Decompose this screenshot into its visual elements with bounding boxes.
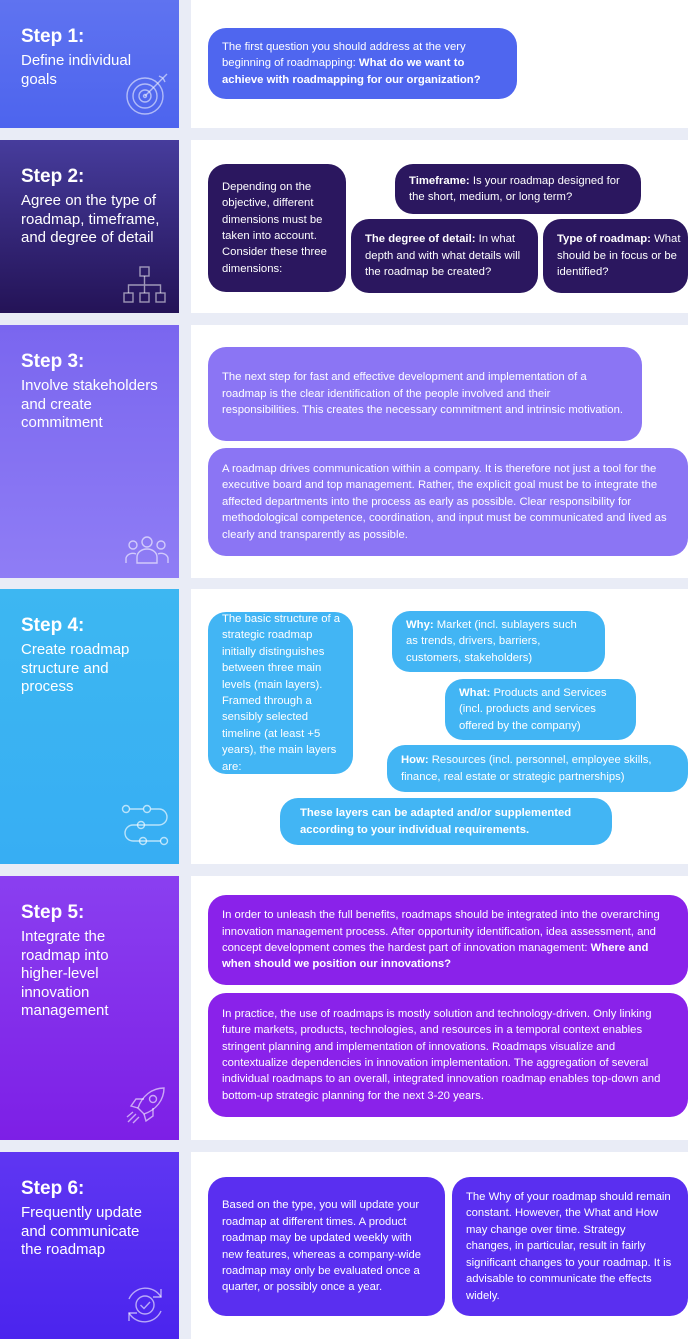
step-4-panel bbox=[0, 589, 179, 864]
refresh-check-icon bbox=[123, 1283, 167, 1327]
step-5-number: Step 5: bbox=[21, 902, 85, 923]
hierarchy-icon bbox=[122, 265, 168, 305]
step-6-row bbox=[0, 1152, 688, 1339]
process-flow-icon bbox=[121, 804, 169, 850]
people-group-icon bbox=[124, 533, 170, 565]
step-6-content bbox=[191, 1152, 688, 1339]
step-2-bubble-intro: Depending on the objective, different dimensions must be taken into account. Consider these three dimensions: bbox=[208, 164, 346, 292]
step-6-title: Frequently update and communicate the roadmap bbox=[21, 1204, 142, 1258]
step-5-bubble-1: In order to unleash the full benefits, roadmaps should be integrated into the overarching innovation management process. After opportunity identification, idea assessment, and concept development comes the hardest part of innovation management: Where and when should we position our innovations? bbox=[208, 895, 688, 985]
step-2-number: Step 2: bbox=[21, 166, 85, 187]
step-4-content bbox=[191, 589, 688, 864]
step-5-content bbox=[191, 876, 688, 1140]
step-3-row bbox=[0, 325, 688, 578]
step-6-bubble-2: The Why of your roadmap should remain constant. However, the What and How may change over time. Strategy changes, in particular, result in fairly significant changes to your roadmap. It is advisable to communicate the effects widely. bbox=[452, 1177, 688, 1316]
step-4-row bbox=[0, 589, 688, 864]
step-2-bubble-type: Type of roadmap: What should be in focus or be identified? bbox=[543, 219, 688, 293]
step-6-panel bbox=[0, 1152, 179, 1339]
step-3-title: Involve stakeholders and create commitment bbox=[21, 377, 158, 431]
step-1-content bbox=[191, 0, 688, 128]
step-4-bubble-how: How: Resources (incl. personnel, employee skills, finance, real estate or strategic partnerships) bbox=[387, 745, 688, 792]
step-2-bubble-timeframe: Timeframe: Is your roadmap designed for the short, medium, or long term? bbox=[395, 164, 641, 214]
step-5-row bbox=[0, 876, 688, 1140]
step-2-panel bbox=[0, 140, 179, 313]
step-1-panel bbox=[0, 0, 179, 128]
step-6-bubble-1: Based on the type, you will update your roadmap at different times. A product roadmap may be updated weekly with new features, whereas a company-wide roadmap may only be evaluated once a quarter, or possibly once a year. bbox=[208, 1177, 445, 1316]
step-4-bubble-note: These layers can be adapted and/or supplemented according to your individual requirements. bbox=[280, 798, 612, 845]
step-4-number: Step 4: bbox=[21, 615, 85, 636]
target-icon bbox=[123, 70, 171, 118]
step-3-bubble-2: A roadmap drives communication within a company. It is therefore not just a tool for the executive board and top management. Rather, the explicit goal must be to integrate the affected departments into the process as early as possible. Clear responsibility for methodological competence, coordination, and input must be communicated and lived as clearly and transparently as possible. bbox=[208, 448, 688, 556]
step-5-bubble-2: In practice, the use of roadmaps is mostly solution and technology-driven. Only linking future markets, products, technologies, and resources in a temporal context enables stringent planning and implementation of innovations. Roadmaps visualize and contextualize dependencies in innovation implementation. The aggregation of several individual roadmaps to an overall, integrated innovation roadmap enables top-down and bottom-up strategic planning for the next 3-20 years. bbox=[208, 993, 688, 1117]
step-5-title: Integrate the roadmap into higher-level innovation management bbox=[21, 928, 109, 1019]
step-3-number: Step 3: bbox=[21, 351, 85, 372]
step-2-bubble-detail: The degree of detail: In what depth and with what details will the roadmap be created? bbox=[351, 219, 538, 293]
step-1-bubble-1: The first question you should address at the very beginning of roadmapping: What do we want to achieve with roadmapping for our organization? bbox=[208, 28, 517, 99]
step-6-number: Step 6: bbox=[21, 1178, 85, 1199]
rocket-icon bbox=[124, 1084, 168, 1128]
step-1-number: Step 1: bbox=[21, 26, 85, 47]
step-3-content bbox=[191, 325, 688, 578]
step-2-title: Agree on the type of roadmap, timeframe, and degree of detail bbox=[21, 192, 160, 246]
step-1-row bbox=[0, 0, 688, 128]
step-3-bubble-1: The next step for fast and effective development and implementation of a roadmap is the clear identification of the people involved and their responsibilities. This creates the necessary commitment and intrinsic motivation. bbox=[208, 347, 642, 441]
step-2-row bbox=[0, 140, 688, 313]
step-1-title: Define individual goals bbox=[21, 52, 132, 88]
step-4-title: Create roadmap structure and process bbox=[21, 641, 130, 695]
step-2-content bbox=[191, 140, 688, 313]
step-4-bubble-what: What: Products and Services (incl. products and services offered by the company) bbox=[445, 679, 636, 740]
step-5-panel bbox=[0, 876, 179, 1140]
step-3-panel bbox=[0, 325, 179, 578]
step-4-bubble-why: Why: Market (incl. sublayers such as trends, drivers, barriers, customers, stakeholders) bbox=[392, 611, 605, 672]
step-4-bubble-intro: The basic structure of a strategic roadmap initially distinguishes between three main levels (main layers). Framed through a sensibly selected timeline (at least +5 years), the main layers are: bbox=[208, 612, 353, 774]
